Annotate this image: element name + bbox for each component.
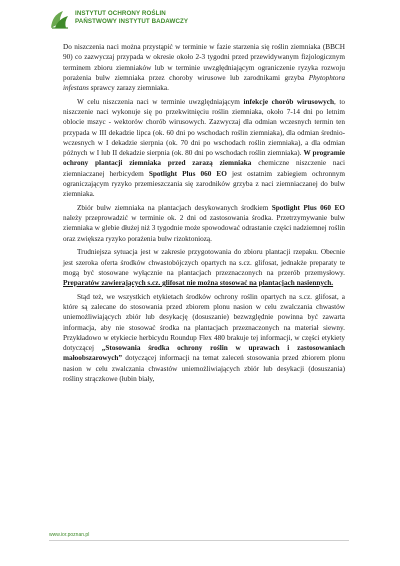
paragraph-2: W celu niszczenia naci w terminie uwzględniającym infekcje chorób wirusowych, to niszczenie naci wykonuje się po przekwitnięciu roślin ziemniaka, około 7-14 dni po letnim oblocie mszyc - wektorów chorób wirusowych. Zazwyczaj dla odmian wczesnych termin ten przypada w III dekadzie lipca (ok. 60 dni po wschodach roślin ziemniaka), dla odmian średnio-wczesnych w I dekadzie sierpnia (ok. 70 dni po wschodach roślin ziemniaka), a dla odmian późnych w I lub II dekadzie sierpnia (ok. 80 dni po wschodach roślin ziemniaka). W programie ochrony plantacji ziemniaka przed zarazą ziemniaka chemiczne niszczenie naci ziemniaczanej herbicydem Spotlight Plus 060 EO jest ostatnim zabiegiem ochronnym ograniczającym ryzyko przemieszczania się zarodników grzyba z naci ziemniaczanej do bulw ziemniaka. — [63, 97, 346, 198]
body-text — [63, 42, 345, 384]
footer-website-url: www.ior.poznan.pl — [49, 532, 90, 538]
product-name: Spotlight Plus 060 EO — [271, 203, 345, 212]
product-name: Spotlight Plus 060 EO — [148, 169, 227, 178]
institute-logo-icon — [49, 9, 70, 30]
org-name-line2: PAŃSTWOWY INSTYTUT BADAWCZY — [75, 18, 189, 25]
paragraph-1: Do niszczenia naci można przystąpić w terminie w fazie starzenia się roślin ziemniaka (BBCH 90) co zazwyczaj przypada w okresie około 2-3 tygodni przed przewidywanym fizjologicznym terminem zbioru ziemniaków lub w terminie uwzględniającym ograniczenie ryzyka rozwoju porażenia bulw ziemniaka przez choroby wirusowe lub zarodnikami grzyba Phytophtora infestans sprawcy zarazy ziemniaka. — [63, 43, 345, 92]
paragraph-3: Zbiór bulw ziemniaka na plantacjach desykowanych środkiem Spotlight Plus 060 EO należy przeprowadzić w terminie ok. 2 dni od zastosowania środka. Przetrzymywanie bulw ziemniaka w glebie dłużej niż 3 tygodnie może spowodować odrastanie części nadziemnej roślin oraz zwiększa ryzyko porażenia bulw rizoktoniozą. — [63, 203, 345, 243]
warning-statement: Preparatów zawierających s.cz. glifosat nie można stosować na plantacjach nasiennych. — [63, 279, 334, 287]
letterhead — [49, 8, 249, 44]
label-section-title: „Stosowania środka ochrony roślin w uprawach i zastosowaniach małoobszarowych” — [63, 344, 346, 363]
paragraph-5: Stąd też, we wszystkich etykietach środków ochrony roślin opartych na s.cz. glifosat, a które są zalecane do stosowania przed zbiorem plonu nasion w celu zwalczania chwastów uniemożliwiających zbiór lub desykację (dosuszanie) bezwzględnie powinna być zawarta informacja, aby nie stosować środka na plantacjach przeznaczonych na materiał siewny. Przykładowo w etykiecie herbicydu Roundup Flex 480 brakuje tej informacji, w części etykiety dotyczącej „Stosowania środka ochrony roślin w uprawach i zastosowaniach małoobszarowych” dotyczącej informacji na temat zaleceń stosowania przed zbiorem plonu nasion w celu zwalczania chwastów uniemożliwiających zbiór lub desykacji (dosuszania) rośliny strączkowe (łubin biały, — [63, 292, 346, 383]
footer-divider — [49, 540, 349, 541]
org-name-line1: INSTYTUT OCHRONY ROŚLIN — [75, 10, 166, 17]
pathogen-name: Phytophtora infestans — [63, 73, 345, 92]
paragraph-4: Trudniejsza sytuacja jest w zakresie przygotowania do zbioru plantacji rzepaku. Obecnie jest szeroka oferta środków chwastobójczych opartych na s.cz. glifosat, jednakże preparaty te mogą być stosowane wyłącznie na plantacjach przeznaczonych na przerób przemysłowy. Preparatów zawierających s.cz. glifosat nie można stosować na plantacjach nasiennych. — [63, 248, 345, 287]
